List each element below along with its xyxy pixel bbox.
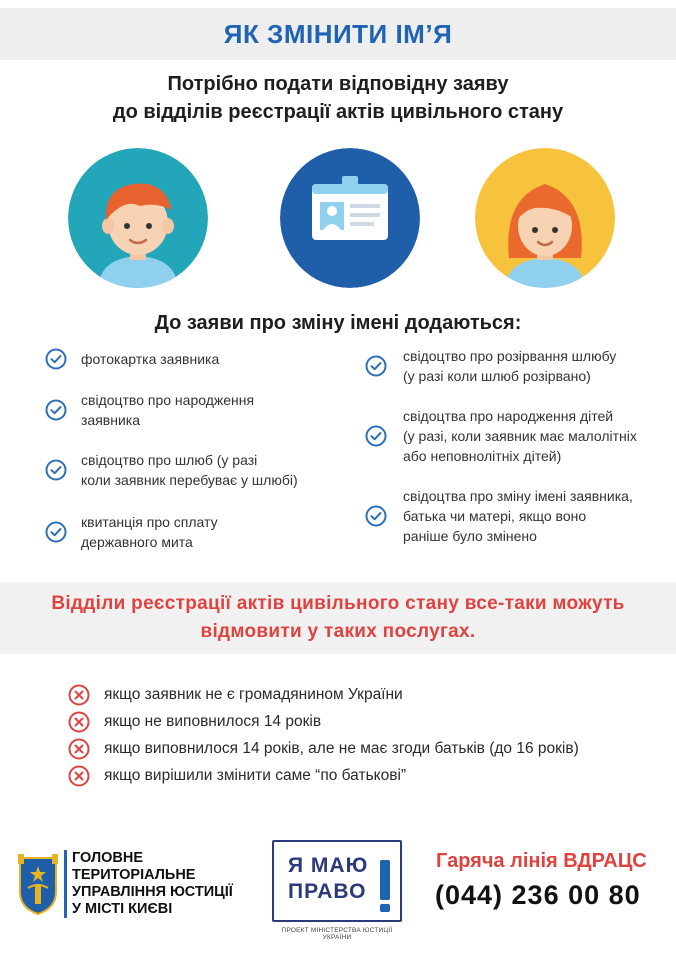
checkmark-circle-icon	[45, 459, 67, 481]
refusal-item	[68, 738, 579, 760]
checkmark-circle-icon	[45, 399, 67, 421]
cross-circle-icon	[68, 711, 90, 733]
list-item	[365, 346, 616, 386]
hotline-label: Гаряча лінія ВДРАЦС	[436, 850, 647, 872]
kyiv-coat-of-arms-icon	[16, 852, 60, 916]
documents-heading: До заяви про зміну імені додаються:	[154, 312, 522, 334]
intro-line-1: Потрібно подати відповідну заяву	[167, 73, 509, 95]
item-text: свідоцтво про шлюб (у разі	[81, 452, 258, 468]
list-item	[45, 348, 219, 370]
list-item	[45, 390, 254, 430]
refusal-item-text: якщо вирішили змінити саме “по батькові”	[104, 767, 407, 784]
exclamation-dot-icon	[380, 904, 390, 912]
brand-subtitle: ПРОЕКТ МІНІСТЕРСТВА ЮСТИЦІЇ УКРАЇНИ	[281, 927, 393, 941]
checkmark-circle-icon	[365, 355, 387, 377]
refusal-banner	[0, 582, 676, 654]
refusal-item-text: якщо виповнилося 14 років, але не має згоди батьків (до 16 років)	[104, 740, 579, 757]
intro-line-2: до відділів реєстрації актів цивільного стану	[112, 101, 564, 123]
refusal-heading-line-1: Відділи реєстрації актів цивільного стану все-таки можуть	[51, 593, 625, 614]
refusal-heading-line-2: відмовити у таких послугах.	[200, 621, 476, 642]
title-bar	[0, 8, 676, 60]
refusal-item-text: якщо не виповнилося 14 років	[104, 713, 322, 730]
page-title: ЯК ЗМІНИТИ ІМ’Я	[223, 18, 453, 49]
brand-line-2: ПРАВО	[288, 880, 367, 903]
list-item	[365, 406, 637, 466]
item-text: або неповнолітніх дітей)	[403, 448, 562, 464]
cross-circle-icon	[68, 765, 90, 787]
item-text: свідоцтво про розірвання шлюбу	[403, 348, 617, 364]
brand-line-1: Я МАЮ	[288, 854, 369, 877]
item-text: державного мита	[81, 534, 193, 550]
item-text: коли заявник перебуває у шлюбі)	[81, 472, 298, 488]
hotline-phone: (044) 236 00 80	[435, 880, 641, 910]
cross-circle-icon	[68, 738, 90, 760]
item-text: (у разі коли шлюб розірвано)	[403, 368, 591, 384]
refusal-item	[68, 711, 321, 733]
intro-text	[0, 70, 676, 126]
item-text: свідоцтво про народження	[81, 392, 255, 408]
ya-mayu-pravo-logo	[272, 840, 402, 922]
boy-avatar-icon	[68, 148, 208, 288]
list-item	[45, 512, 218, 552]
list-item	[45, 450, 298, 490]
cross-circle-icon	[68, 684, 90, 706]
item-text: (у разі, коли заявник має малолітніх	[403, 428, 637, 444]
item-text: раніше було змінено	[403, 528, 537, 544]
item-text: батька чи матері, якщо воно	[403, 508, 587, 524]
org-line-1: ГОЛОВНЕ ТЕРИТОРІАЛЬНЕ	[72, 850, 196, 883]
checkmark-circle-icon	[365, 425, 387, 447]
exclamation-mark-icon	[380, 860, 390, 900]
refusal-item	[68, 684, 403, 706]
checkmark-circle-icon	[45, 521, 67, 543]
org-line-2: УПРАВЛІННЯ ЮСТИЦІЇ	[72, 884, 233, 900]
checkmark-circle-icon	[45, 348, 67, 370]
item-text: заявника	[81, 412, 140, 428]
refusal-item	[68, 765, 406, 787]
item-text: свідоцтва про зміну імені заявника,	[403, 488, 633, 504]
organization-name	[64, 850, 264, 918]
list-item	[365, 486, 633, 546]
id-card-icon	[280, 148, 420, 288]
girl-avatar-icon	[475, 148, 615, 288]
item-text: свідоцтва про народження дітей	[403, 408, 614, 424]
refusal-heading	[51, 590, 624, 646]
refusal-item-text: якщо заявник не є громадянином України	[104, 686, 403, 703]
item-text: фотокартка заявника	[81, 351, 220, 367]
org-line-3: У МІСТІ КИЄВІ	[72, 901, 173, 917]
item-text: квитанція про сплату	[81, 514, 218, 530]
checkmark-circle-icon	[365, 505, 387, 527]
